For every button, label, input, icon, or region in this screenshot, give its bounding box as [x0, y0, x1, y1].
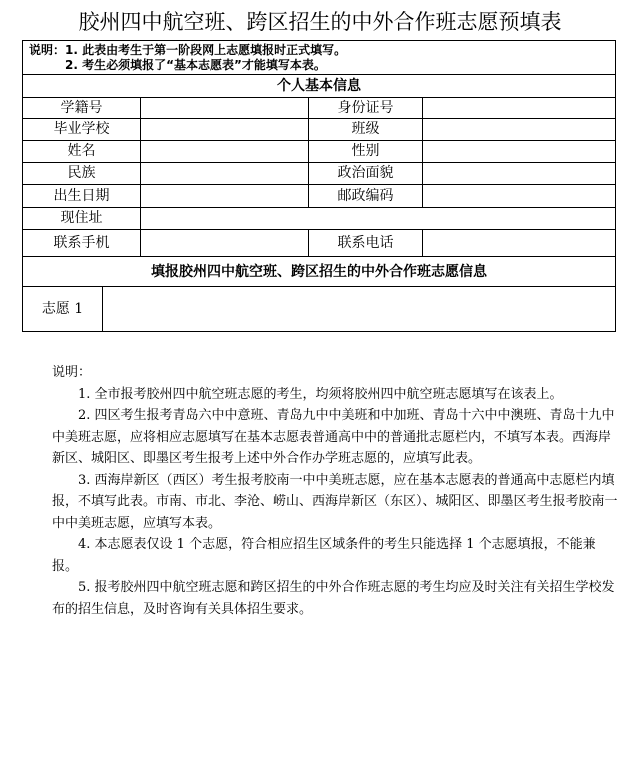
wish-1-label: 志愿 1 — [23, 287, 103, 331]
wish-table — [22, 256, 616, 332]
form-notes — [23, 41, 615, 75]
explanation-item: 4. 本志愿表仅设 1 个志愿，符合相应招生区域条件的考生只能选择 1 个志愿填报，不能兼报。 — [52, 537, 596, 574]
explanation-item: 5. 报考胶州四中航空班志愿和跨区招生的中外合作班志愿的考生均应及时关注有关招生学校发布的招生信息，及时咨询有关具体招生要求。 — [52, 580, 615, 617]
row-divider — [23, 229, 615, 230]
explanation-heading: 说明： — [52, 365, 92, 380]
address-label: 现住址 — [60, 210, 103, 226]
personal-info-heading: 个人基本信息 — [277, 78, 361, 94]
birth-date-field[interactable] — [141, 186, 307, 206]
explanation-item: 2. 四区考生报考青岛六中中意班、青岛九中中美班和中加班、青岛十六中中澳班、青岛十九中中美班志愿，应将相应志愿填写在基本志愿表普通高中中的普通批志愿栏内，不填写本表。西海岸新区、城阳区、即墨区考生报考上述中外合作办学班志愿的，应填写此表。 — [52, 408, 615, 466]
student-id-field[interactable] — [141, 98, 307, 118]
wish-heading: 填报胶州四中航空班、跨区招生的中外合作班志愿信息 — [23, 257, 615, 287]
name-field[interactable] — [141, 141, 307, 161]
wish-1-field[interactable] — [103, 287, 615, 331]
birth-date-label: 出生日期 — [53, 188, 110, 204]
personal-info-form — [22, 40, 616, 257]
student-id-label: 学籍号 — [60, 100, 103, 116]
mobile-label: 联系手机 — [53, 235, 110, 251]
explanation-section — [52, 362, 618, 620]
ethnicity-label: 民族 — [67, 165, 96, 181]
explanation-item: 3. 西海岸新区（西区）考生报考胶南一中中美班志愿，应在基本志愿表的普通高中志愿栏内填报，不填写此表。市南、市北、李沧、崂山、西海岸新区（东区）、城阳区、即墨区考生报考胶南一中中美班志愿，应填写本表。 — [52, 472, 618, 531]
phone-label: 联系电话 — [337, 235, 394, 251]
postal-code-label: 邮政编码 — [337, 188, 394, 204]
name-label: 姓名 — [67, 143, 96, 159]
class-label: 班级 — [351, 121, 380, 137]
class-field[interactable] — [423, 119, 615, 139]
id-number-label: 身份证号 — [337, 100, 394, 116]
id-number-field[interactable] — [423, 98, 615, 118]
page-title: 胶州四中航空班、跨区招生的中外合作班志愿预填表 — [78, 10, 562, 34]
form-note-line-1: 说明：1. 此表由考生于第一阶段网上志愿填报时正式填写。 — [29, 43, 347, 57]
political-status-label: 政治面貌 — [337, 165, 394, 181]
mobile-field[interactable] — [141, 231, 307, 251]
postal-code-field[interactable] — [423, 186, 615, 206]
graduate-school-label: 毕业学校 — [53, 121, 110, 137]
gender-field[interactable] — [423, 141, 615, 161]
political-status-field[interactable] — [423, 163, 615, 183]
address-field[interactable] — [141, 208, 615, 228]
row-divider — [23, 184, 615, 185]
graduate-school-field[interactable] — [141, 119, 307, 139]
explanation-item: 1. 全市报考胶州四中航空班志愿的考生，均须将胶州四中航空班志愿填写在该表上。 — [78, 386, 563, 402]
gender-label: 性别 — [351, 143, 380, 159]
form-note-line-2: 2. 考生必须填报了“基本志愿表”才能填写本表。 — [65, 58, 326, 72]
phone-field[interactable] — [423, 231, 615, 251]
ethnicity-field[interactable] — [141, 163, 307, 183]
